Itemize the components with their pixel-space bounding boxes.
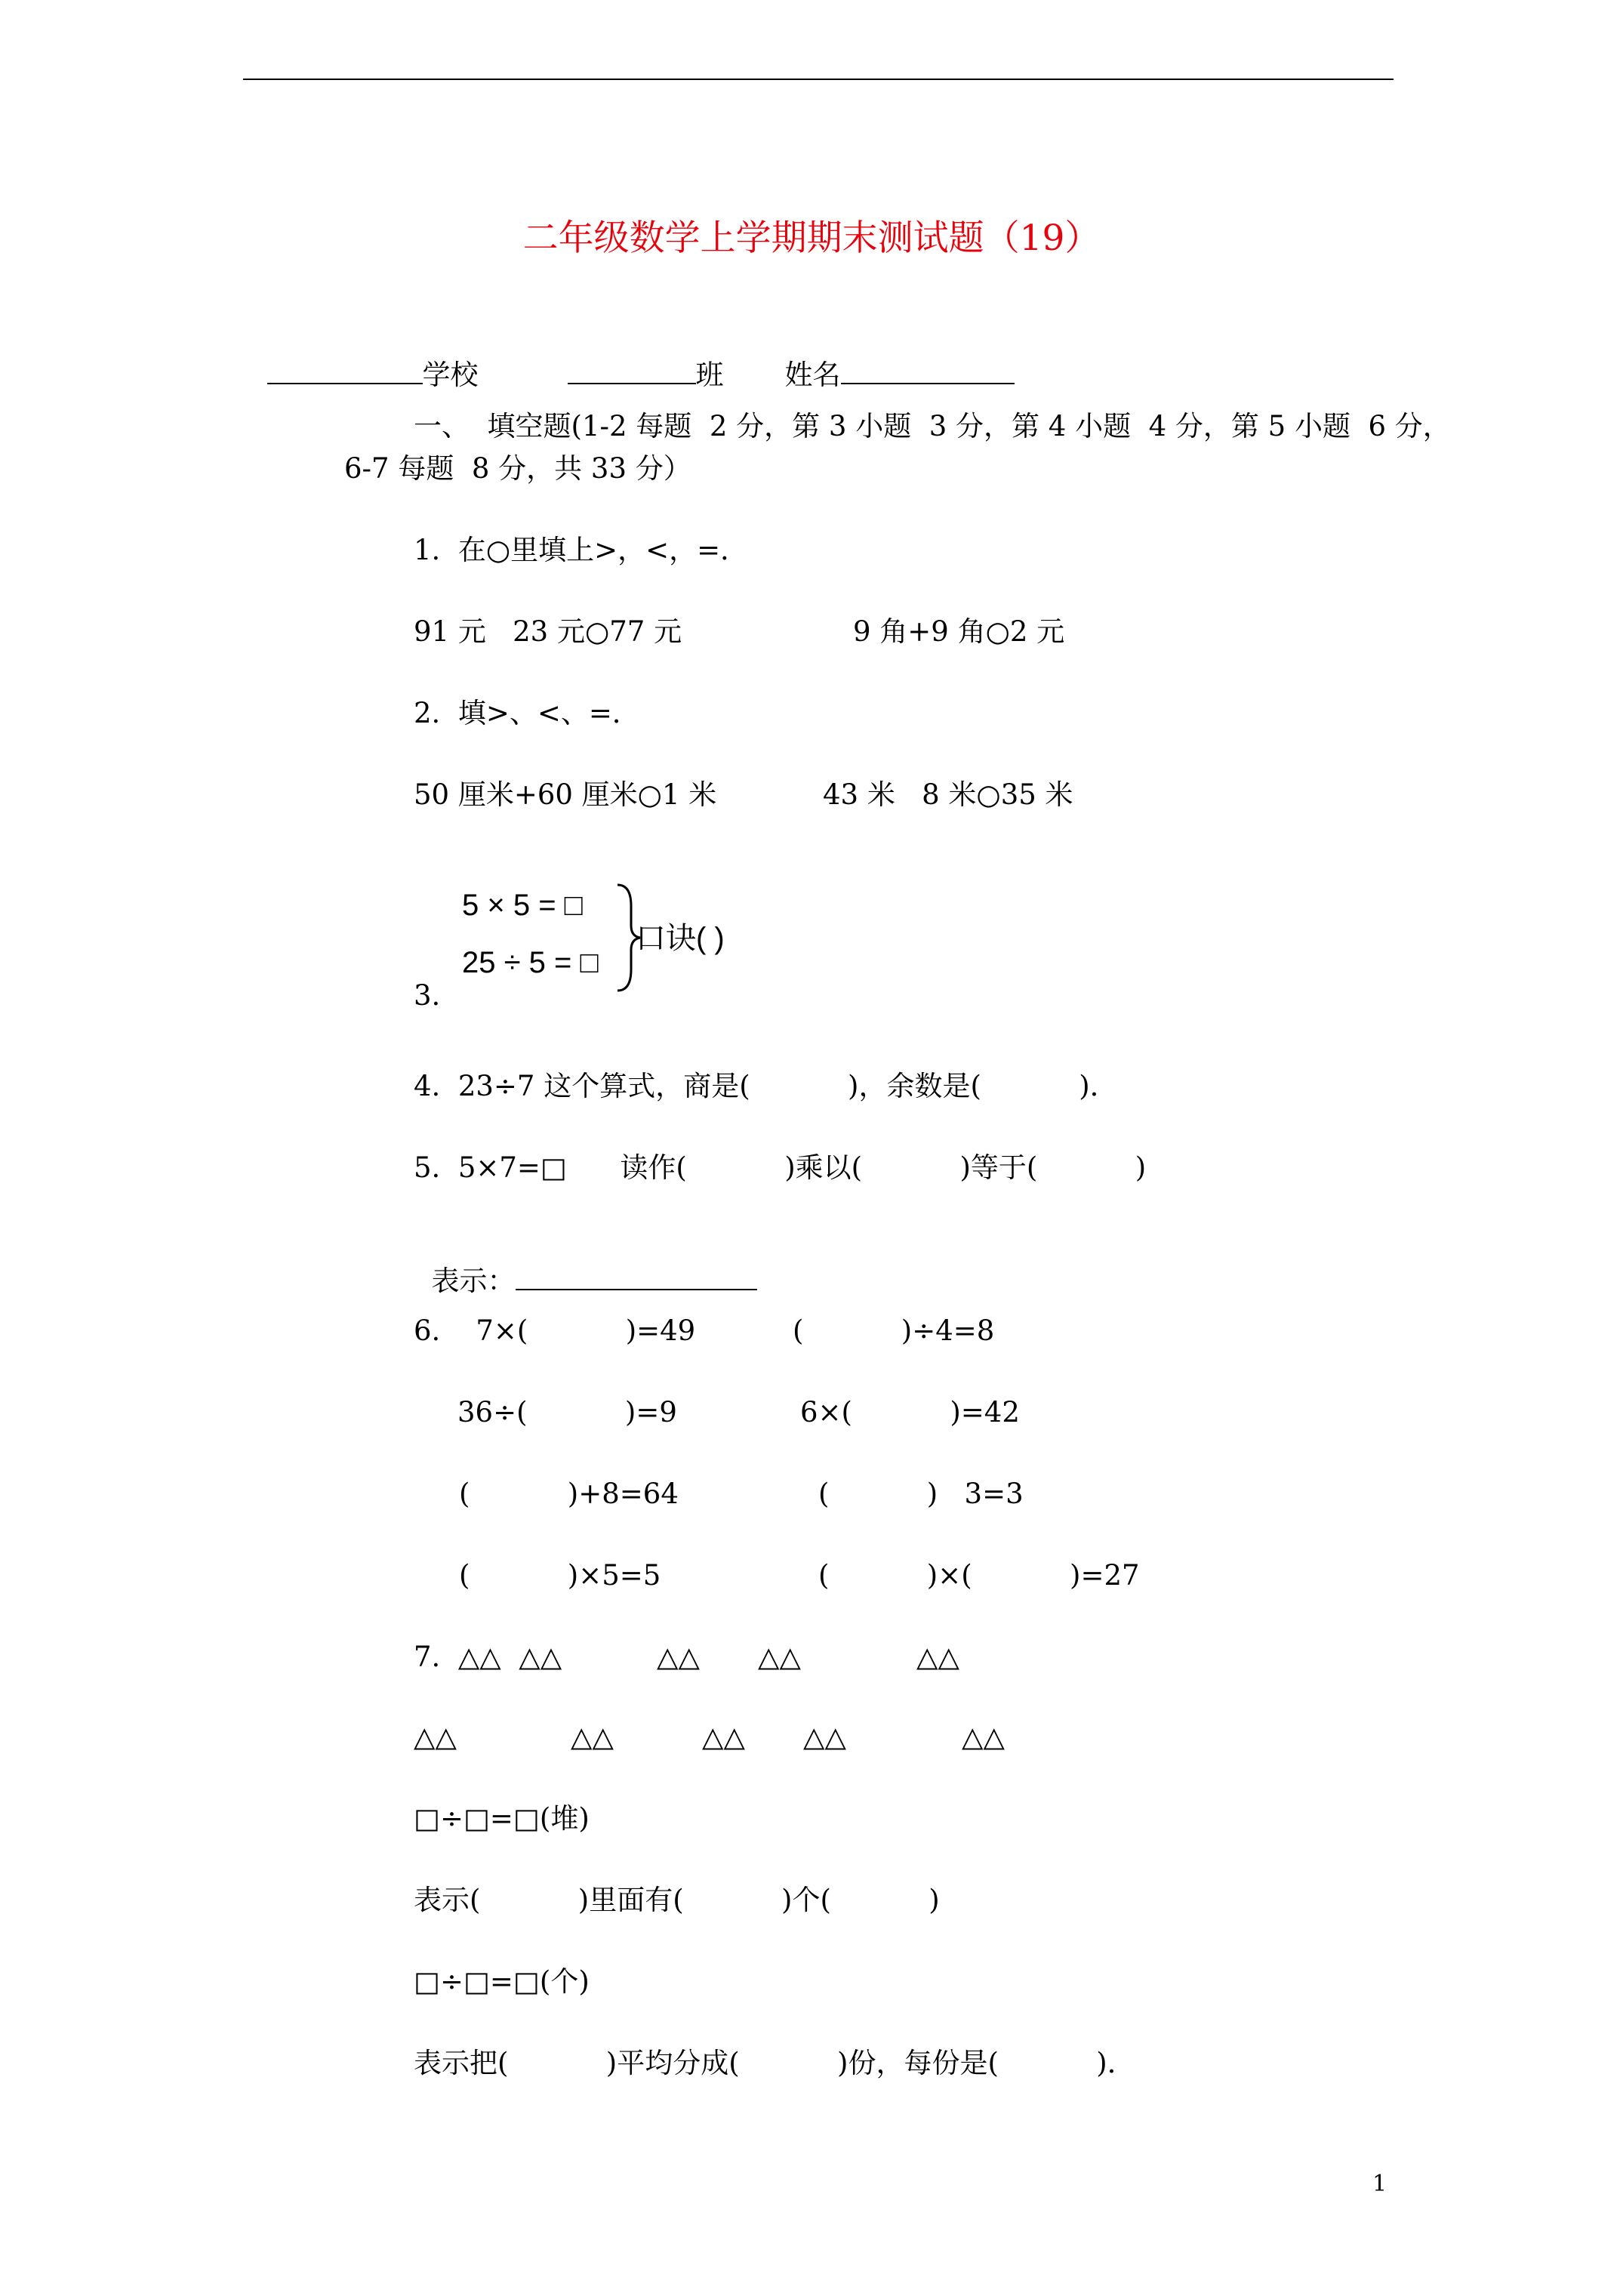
q7-text-items: 表示把( )平均分成( )份，每份是( )． (414, 2047, 1135, 2079)
name-label: 姓名 (784, 359, 841, 391)
q7-row2-group2: △△ (571, 1721, 614, 1753)
q3-koujue: 口诀( ) (636, 922, 725, 955)
q2-item-b: 43 米 8 米○35 米 (823, 778, 1073, 811)
section1-line1: 一、 填空题(1-2 每题 2 分，第 3 小题 3 分，第 4 小题 4 分，第 5 小题 6 分， (414, 410, 1451, 442)
q3-figure (453, 876, 815, 997)
q3-number: 3. (414, 979, 441, 1012)
q7-row1-group2: △△ (657, 1641, 700, 1673)
q7-row1-group1: 7. △△ △△ (414, 1641, 562, 1673)
name-field (767, 329, 1015, 389)
class-label: 班 (695, 359, 724, 391)
q7-row1-group3: △△ (758, 1641, 801, 1673)
q6-r3a: ( )+8=64 (459, 1478, 679, 1510)
q3-eq2: 25 ÷ 5 = □ (462, 946, 599, 979)
q7-formula-piles: □÷□=□(堆) (414, 1802, 590, 1835)
q7-row2-group5: △△ (962, 1721, 1005, 1753)
class-field (550, 329, 724, 389)
q2-item-a: 50 厘米+60 厘米○1 米 (414, 778, 717, 811)
q6-r4b: ( )×( )=27 (818, 1559, 1140, 1592)
school-label: 学校 (422, 359, 479, 391)
q7-formula-items: □÷□=□(个) (414, 1965, 590, 1998)
q7-row2-group1: △△ (414, 1721, 457, 1753)
q6-r1b: ( )÷4=8 (793, 1314, 995, 1347)
q7-row1-group4: △△ (916, 1641, 959, 1673)
q2-prompt: 2. 填>、<、=． (414, 697, 640, 729)
q1-item-a: 91 元 23 元○77 元 (414, 615, 682, 648)
q5-show (414, 1235, 757, 1295)
school-field (249, 329, 479, 389)
q6-r1a: 6. 7×( )=49 (414, 1314, 696, 1347)
class-blank[interactable] (568, 357, 696, 384)
school-blank[interactable] (267, 357, 423, 384)
q7-text-piles: 表示( )里面有( )个( ) (414, 1884, 940, 1916)
q5-show-blank[interactable] (516, 1263, 757, 1290)
q6-r4a: ( )×5=5 (459, 1559, 661, 1592)
name-blank[interactable] (841, 357, 1015, 384)
q4-line: 4. 23÷7 这个算式，商是( )，余数是( )． (414, 1070, 1118, 1102)
q6-r2b: 6×( )=42 (800, 1396, 1020, 1428)
q5-line: 5. 5×7=□ 读作( )乘以( )等于( ) (414, 1151, 1147, 1184)
q7-row2-group4: △△ (803, 1721, 846, 1753)
q6-r2a: 36÷( )=9 (457, 1396, 677, 1428)
q6-r3b: ( ) 3=3 (818, 1478, 1024, 1510)
q7-row2-group3: △△ (702, 1721, 745, 1753)
page-title: 二年级数学上学期期末测试题（19） (522, 217, 1101, 259)
header-rule (243, 79, 1394, 80)
page-number: 1 (1372, 2171, 1387, 2197)
q1-prompt: 1. 在○里填上>，<，=． (414, 534, 749, 566)
q5-show-label: 表示： (431, 1265, 516, 1297)
q1-item-b: 9 角+9 角○2 元 (853, 615, 1065, 648)
q3-eq1: 5 × 5 = □ (462, 889, 583, 922)
section1-line2: 6-7 每题 8 分，共 33 分） (344, 452, 691, 485)
